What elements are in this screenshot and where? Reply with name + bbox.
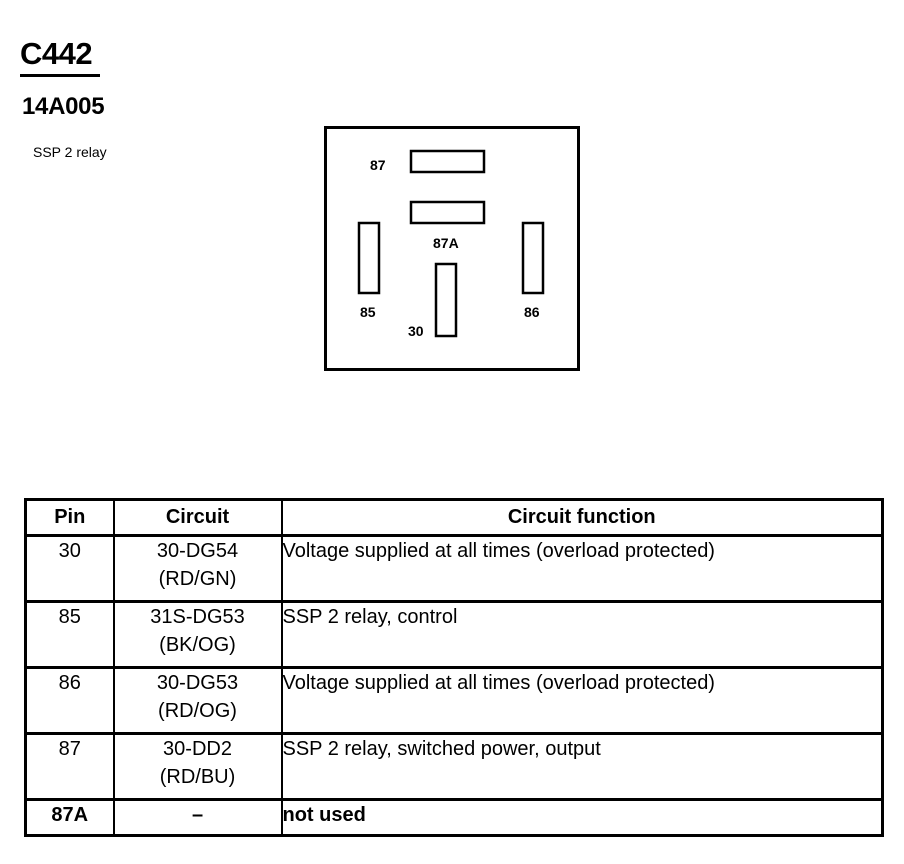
terminal-87a [411, 202, 484, 223]
part-number: 14A005 [22, 93, 105, 120]
wire-color: (RD/OG) [158, 700, 237, 722]
column-header-function: Circuit function [282, 500, 883, 536]
table-row [26, 536, 883, 602]
title-underline [20, 74, 100, 77]
pin-cell: 86 [26, 668, 114, 734]
terminal-30 [436, 264, 456, 336]
table-header-row [26, 500, 883, 536]
connector-id: C442 [20, 36, 93, 71]
wire-color: (RD/BU) [159, 766, 236, 788]
circuit-cell [114, 734, 282, 800]
circuit-code: 30-DG54 [156, 540, 239, 562]
table-row [26, 668, 883, 734]
circuit-code: 31S-DG53 [150, 606, 245, 628]
terminal-85 [359, 223, 379, 293]
column-header-circuit: Circuit [114, 500, 282, 536]
wire-color: (RD/GN) [158, 568, 237, 590]
pinout-table [24, 498, 884, 837]
table-row [26, 800, 883, 836]
circuit-code: – [191, 804, 204, 826]
function-cell: SSP 2 relay, control [282, 602, 883, 668]
pin-label-87: 87 [370, 157, 386, 173]
function-cell: SSP 2 relay, switched power, output [282, 734, 883, 800]
connector-description: SSP 2 relay [33, 144, 107, 160]
circuit-cell [114, 800, 282, 836]
circuit-cell [114, 668, 282, 734]
circuit-cell [114, 536, 282, 602]
table-row [26, 734, 883, 800]
function-cell: Voltage supplied at all times (overload protected) [282, 668, 883, 734]
relay-connector-face [324, 126, 580, 371]
function-cell: Voltage supplied at all times (overload protected) [282, 536, 883, 602]
pin-cell: 87A [26, 800, 114, 836]
pin-cell: 30 [26, 536, 114, 602]
function-cell: not used [282, 800, 883, 836]
circuit-code: 30-DD2 [163, 738, 232, 760]
terminal-86 [523, 223, 543, 293]
wire-color: (BK/OG) [159, 634, 236, 656]
circuit-cell [114, 602, 282, 668]
circuit-code: 30-DG53 [156, 672, 239, 694]
pin-cell: 87 [26, 734, 114, 800]
pin-label-87a: 87A [433, 235, 459, 251]
table-row [26, 602, 883, 668]
terminal-87 [411, 151, 484, 172]
pin-label-30: 30 [408, 323, 424, 339]
pin-label-85: 85 [360, 304, 376, 320]
pin-cell: 85 [26, 602, 114, 668]
column-header-pin: Pin [26, 500, 114, 536]
pin-label-86: 86 [524, 304, 540, 320]
